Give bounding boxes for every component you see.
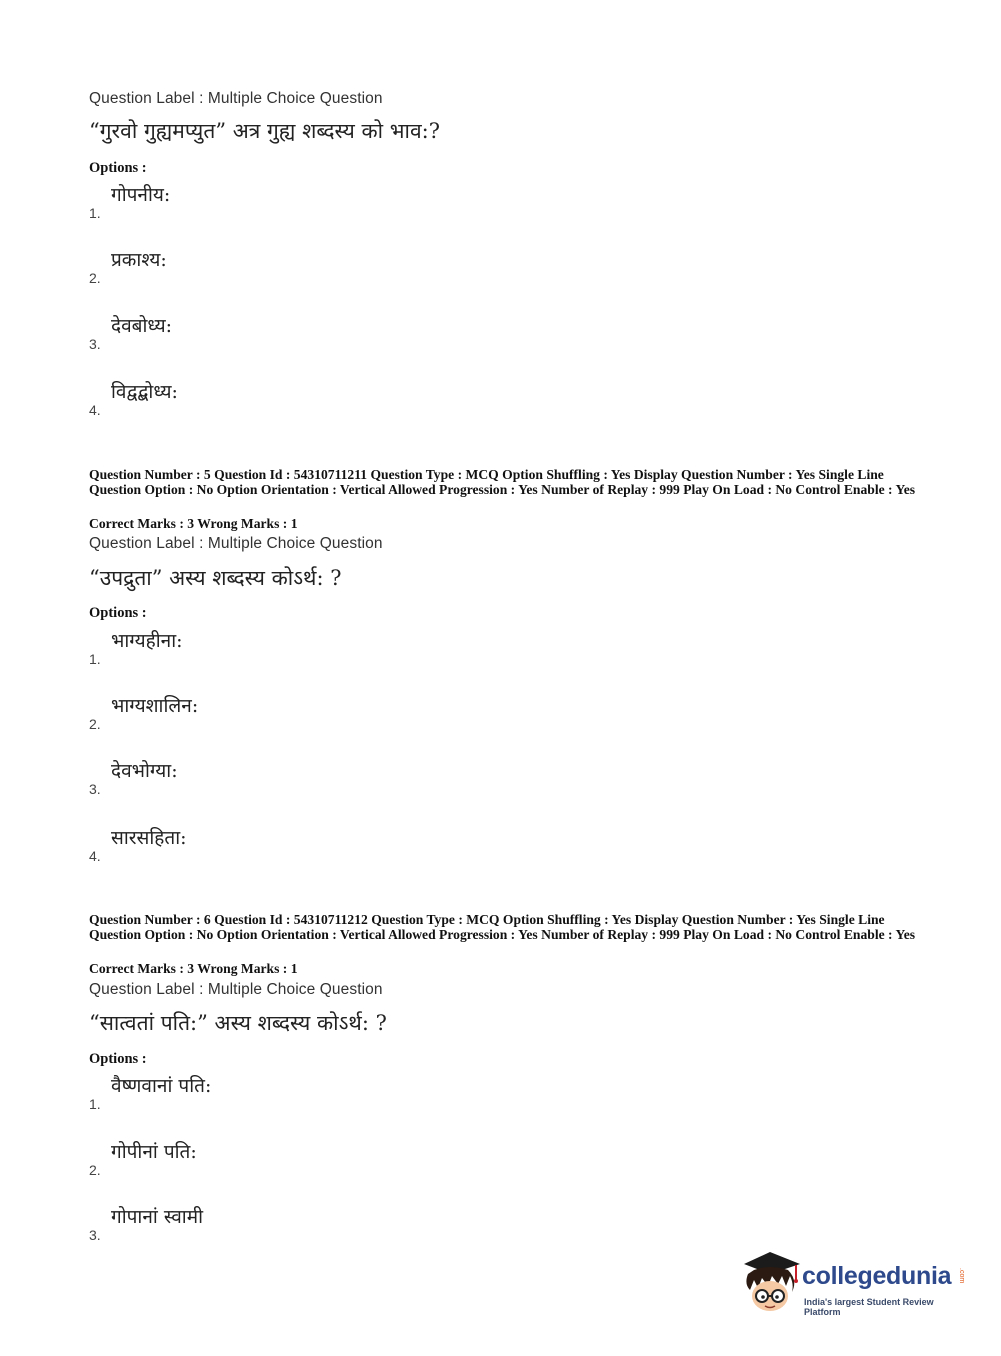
- option-2[interactable]: [89, 246, 489, 286]
- option-number: 3.: [89, 1227, 101, 1243]
- option-number: 4.: [89, 848, 101, 864]
- option-text: प्रकाश्य:: [111, 249, 167, 271]
- options-heading: Options :: [89, 1051, 147, 1067]
- question-label: Question Label : Multiple Choice Question: [89, 90, 383, 107]
- option-number: 2.: [89, 1162, 101, 1178]
- option-text: भाग्यशालिन:: [111, 695, 199, 717]
- options-heading: Options :: [89, 605, 147, 621]
- option-text: गोपनीय:: [111, 184, 171, 206]
- question-marks: Correct Marks : 3 Wrong Marks : 1: [89, 516, 298, 531]
- option-text: गोपानां स्वामी: [111, 1206, 203, 1228]
- options-heading: Options :: [89, 160, 147, 176]
- option-2[interactable]: [89, 692, 489, 732]
- question-marks: Correct Marks : 3 Wrong Marks : 1: [89, 961, 298, 976]
- option-text: विद्वद्बोध्य:: [111, 381, 178, 403]
- option-4[interactable]: [89, 824, 489, 864]
- option-4[interactable]: [89, 378, 489, 418]
- option-2[interactable]: [89, 1138, 489, 1178]
- option-number: 2.: [89, 716, 101, 732]
- option-number: 1.: [89, 205, 101, 221]
- question-meta: Question Number : 6 Question Id : 54310711212 Question Type : MCQ Option Shuffling : Yes Display Question Number : Yes Single Line Question Option : No Option Orientation : Vertical Allowed Progression : Yes Number of Replay : 999 Play On Load : No Control Enable : Yes: [89, 912, 916, 942]
- option-number: 3.: [89, 781, 101, 797]
- option-text: देवबोध्य:: [111, 315, 172, 337]
- option-text: देवभोग्या:: [111, 760, 178, 782]
- option-number: 1.: [89, 651, 101, 667]
- option-text: गोपीनां पति:: [111, 1141, 197, 1163]
- logo-wordmark: collegedunia: [802, 1262, 952, 1290]
- mascot-icon: [740, 1250, 802, 1314]
- option-1[interactable]: [89, 1072, 489, 1112]
- collegedunia-logo[interactable]: [740, 1250, 970, 1320]
- option-text: वैष्णवानां पति:: [111, 1075, 212, 1097]
- option-3[interactable]: [89, 1203, 489, 1243]
- question-label: Question Label : Multiple Choice Question: [89, 535, 383, 552]
- option-3[interactable]: [89, 757, 489, 797]
- logo-tagline: India's largest Student Review Platform: [804, 1297, 934, 1317]
- option-number: 1.: [89, 1096, 101, 1112]
- question-text: “उपद्रुता” अस्य शब्दस्य कोऽर्थ: ?: [89, 566, 342, 590]
- option-text: सारसहिता:: [111, 827, 187, 849]
- option-number: 3.: [89, 336, 101, 352]
- option-number: 2.: [89, 270, 101, 286]
- option-3[interactable]: [89, 312, 489, 352]
- option-text: भाग्यहीना:: [111, 630, 183, 652]
- option-1[interactable]: [89, 181, 489, 221]
- question-text: “सात्वतां पति:” अस्य शब्दस्य कोऽर्थ: ?: [89, 1011, 387, 1035]
- option-number: 4.: [89, 402, 101, 418]
- question-meta: Question Number : 5 Question Id : 54310711211 Question Type : MCQ Option Shuffling : Yes Display Question Number : Yes Single Line Question Option : No Option Orientation : Vertical Allowed Progression : Yes Number of Replay : 999 Play On Load : No Control Enable : Yes: [89, 467, 916, 497]
- option-1[interactable]: [89, 627, 489, 667]
- question-label: Question Label : Multiple Choice Question: [89, 981, 383, 998]
- logo-suffix: .com: [958, 1268, 965, 1284]
- question-text: “गुरवो गुह्यमप्युत” अत्र गुह्य शब्दस्य को भाव:?: [89, 119, 440, 143]
